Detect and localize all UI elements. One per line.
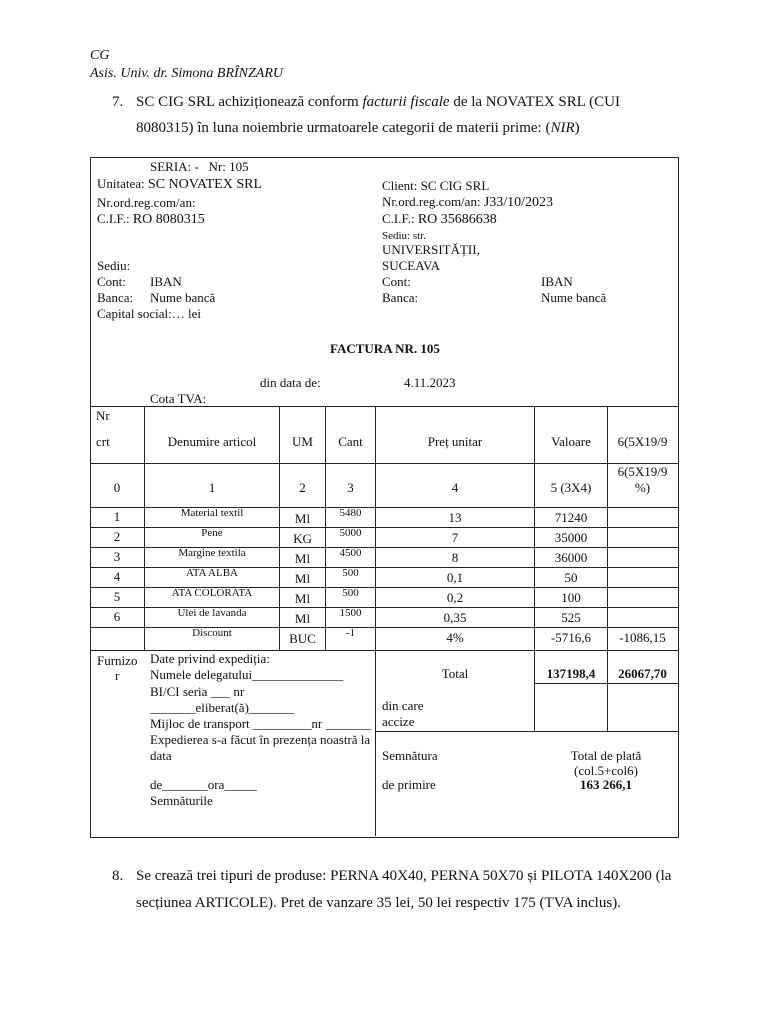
supplier-iban: IBAN bbox=[150, 274, 182, 289]
row-4-valoare: 50 bbox=[564, 570, 578, 585]
client-banca-value: Nume bancă bbox=[541, 290, 607, 305]
supplier-capital: Capital social:… lei bbox=[97, 306, 201, 321]
col-nr-1: Nr bbox=[96, 408, 110, 423]
grid-line bbox=[534, 683, 678, 684]
row-3-cant: 4500 bbox=[339, 547, 362, 559]
row-4-cant: 500 bbox=[342, 567, 359, 579]
index-cell: 0 bbox=[113, 480, 121, 495]
grid-line bbox=[534, 406, 535, 731]
row-1-name: Material textil bbox=[180, 507, 244, 519]
index-cell: 3 bbox=[347, 480, 354, 495]
row-3-name: Margine textila bbox=[178, 547, 246, 559]
row-2-um: KG bbox=[293, 531, 312, 546]
grid-line bbox=[90, 463, 678, 464]
invoice-cota-tva: Cota TVA: bbox=[150, 391, 207, 406]
semnatura-1: Semnătura bbox=[382, 748, 438, 763]
grid-line bbox=[375, 731, 678, 732]
dincare-2: accize bbox=[382, 714, 415, 729]
row-5-valoare: 100 bbox=[561, 590, 581, 605]
item7-line2-italic: NIR bbox=[550, 120, 575, 136]
expedition-line: de_______ora_____ bbox=[150, 777, 257, 792]
row-6-um: Ml bbox=[294, 611, 311, 626]
row-5-name: ATA COLORATA bbox=[171, 587, 253, 599]
supplier-cont: Cont: bbox=[97, 274, 126, 289]
row-7-cant: -1 bbox=[345, 627, 356, 639]
row-1-pret: 13 bbox=[448, 510, 462, 525]
row-2-cant: 5000 bbox=[339, 527, 362, 539]
expedition-line: Date privind expediția: bbox=[150, 651, 270, 666]
item7-line2-pre: 8080315) în luna noiembrie urmatoarele categorii de materii prime: ( bbox=[136, 120, 551, 136]
total-tva: 26067,70 bbox=[618, 666, 667, 681]
row-3-valoare: 36000 bbox=[554, 550, 588, 565]
item7-line2 bbox=[136, 120, 580, 137]
expedition-line: Semnăturile bbox=[150, 793, 213, 808]
row-1-nr: 1 bbox=[113, 509, 121, 524]
row-2-name: Pene bbox=[201, 527, 223, 539]
row-5-um: Ml bbox=[294, 591, 311, 606]
invoice-date-label: din data de: bbox=[260, 375, 321, 390]
row-4-pret: 0,1 bbox=[446, 570, 464, 585]
client-sediu-1: Sediu: str. bbox=[382, 230, 427, 242]
grid-line bbox=[90, 406, 678, 407]
expedition-line: Numele delegatului______________ bbox=[150, 667, 344, 682]
row-5-pret: 0,2 bbox=[446, 590, 464, 605]
row-7-tva: -1086,15 bbox=[619, 630, 666, 645]
row-4-name: ATA ALBA bbox=[186, 567, 238, 579]
client-nrord-label: Nr.ord.reg.com/an: bbox=[382, 194, 481, 209]
client-name bbox=[382, 179, 489, 194]
unit-label: Unitatea: bbox=[97, 176, 145, 191]
row-3-nr: 3 bbox=[113, 549, 121, 564]
item8-line2: secțiunea ARTICOLE). Pret de vanzare 35 lei, 50 lei respectiv 175 (TVA inclus). bbox=[136, 895, 621, 911]
col-tva: 6(5X19/9 bbox=[617, 434, 668, 449]
total-label: Total bbox=[441, 666, 469, 681]
expedition-line: Expedierea s-a făcut în prezența noastră la bbox=[150, 732, 371, 747]
expedition-line: Mijloc de transport _________nr _______ bbox=[150, 716, 371, 731]
invoice-date-value: 4.11.2023 bbox=[404, 375, 456, 390]
row-4-um: Ml bbox=[294, 571, 311, 586]
row-7-um: BUC bbox=[289, 631, 316, 646]
index-cell: 5 (3X4) bbox=[550, 480, 592, 495]
row-3-pret: 8 bbox=[451, 550, 459, 565]
row-6-valoare: 525 bbox=[561, 610, 581, 625]
client-cif-value: RO 35686638 bbox=[417, 212, 497, 227]
series-label: SERIA: - bbox=[150, 159, 199, 174]
row-7-name: Discount bbox=[192, 627, 232, 639]
row-5-cant: 500 bbox=[342, 587, 359, 599]
client-nrord bbox=[382, 195, 553, 211]
row-6-pret: 0,35 bbox=[443, 610, 467, 625]
supplier-sediu: Sediu: bbox=[97, 258, 131, 273]
expedition-line: _______eliberat(ă)_______ bbox=[150, 700, 295, 715]
item7-number: 7. bbox=[112, 94, 124, 110]
row-6-name: Ulei de lavanda bbox=[177, 607, 247, 619]
client-banca: Banca: bbox=[382, 290, 419, 305]
total-plata-value: 163 266,1 bbox=[580, 777, 632, 792]
row-1-cant: 5480 bbox=[339, 507, 362, 519]
row-7-pret: 4% bbox=[446, 630, 464, 645]
row-4-nr: 4 bbox=[113, 569, 121, 584]
col-um: UM bbox=[292, 434, 313, 449]
total-plata-formula: (col.5+col6) bbox=[573, 763, 638, 778]
index-cell: 1 bbox=[208, 480, 216, 495]
supplier-unit bbox=[97, 177, 262, 193]
client-nrord-value: J33/10/2023 bbox=[483, 195, 554, 210]
client-label: Client: bbox=[382, 178, 418, 193]
col-nr-2: crt bbox=[96, 434, 110, 449]
supplier-banca-value: Nume bancă bbox=[150, 290, 216, 305]
row-5-nr: 5 bbox=[113, 589, 121, 604]
item7-text-post: de la NOVATEX SRL (CUI bbox=[453, 94, 620, 110]
supplier-banca: Banca: bbox=[97, 290, 134, 305]
row-6-cant: 1500 bbox=[339, 607, 362, 619]
client-sediu-2: UNIVERSITĂȚII, bbox=[382, 242, 480, 257]
supplier-nrord: Nr.ord.reg.com/an: bbox=[97, 195, 196, 210]
grid-line bbox=[607, 406, 608, 731]
semnatura-2: de primire bbox=[382, 777, 436, 792]
client-cont: Cont: bbox=[382, 274, 411, 289]
col-valoare: Valoare bbox=[551, 434, 591, 449]
row-1-um: Ml bbox=[294, 511, 311, 526]
invoice-title: FACTURA NR. 105 bbox=[330, 341, 440, 356]
client-cif bbox=[382, 212, 497, 228]
client-iban: IBAN bbox=[541, 274, 573, 289]
index-cell: 4 bbox=[451, 480, 459, 495]
header-initials: CG bbox=[90, 48, 110, 63]
client-cif-label: C.I.F.: bbox=[382, 211, 415, 226]
cif-value: RO 8080315 bbox=[132, 212, 205, 227]
row-1-valoare: 71240 bbox=[554, 510, 588, 525]
total-plata-label: Total de plată bbox=[570, 748, 642, 763]
item7-line1 bbox=[136, 94, 676, 111]
header-author: Asis. Univ. dr. Simona BRÎNZARU bbox=[90, 66, 284, 81]
row-6-nr: 6 bbox=[113, 609, 121, 624]
client-value: SC CIG SRL bbox=[420, 178, 490, 193]
unit-value: SC NOVATEX SRL bbox=[147, 177, 263, 192]
index-cell-tva-2: %) bbox=[634, 480, 651, 495]
col-denumire: Denumire articol bbox=[167, 434, 257, 449]
item7-text-italic: facturii fiscale bbox=[362, 94, 450, 110]
row-7-valoare: -5716,6 bbox=[550, 630, 592, 645]
series-number: Nr: 105 bbox=[208, 159, 249, 174]
row-2-pret: 7 bbox=[451, 530, 459, 545]
row-3-um: Ml bbox=[294, 551, 311, 566]
cif-label: C.I.F.: bbox=[97, 211, 130, 226]
row-2-valoare: 35000 bbox=[554, 530, 588, 545]
item7-line2-post: ) bbox=[574, 120, 580, 136]
index-cell: 2 bbox=[299, 480, 306, 495]
item8-number: 8. bbox=[112, 868, 124, 884]
furnizor-2: r bbox=[115, 668, 120, 683]
invoice-series bbox=[150, 160, 249, 175]
row-2-nr: 2 bbox=[113, 529, 121, 544]
index-cell-tva-1: 6(5X19/9 bbox=[617, 464, 668, 479]
col-cant: Cant bbox=[338, 434, 363, 449]
col-pret: Preț unitar bbox=[427, 434, 483, 449]
expedition-line: BI/CI seria ___ nr bbox=[150, 684, 245, 699]
expedition-line: data bbox=[150, 748, 172, 763]
dincare-1: din care bbox=[382, 698, 424, 713]
item7-text-pre: SC CIG SRL achiziționează conform bbox=[136, 94, 359, 110]
client-sediu-3: SUCEAVA bbox=[382, 258, 441, 273]
item8-line1: Se crează trei tipuri de produse: PERNA 40X40, PERNA 50X70 și PILOTA 140X200 (la bbox=[136, 868, 672, 884]
supplier-cif bbox=[97, 212, 205, 228]
furnizor-1: Furnizo bbox=[97, 653, 138, 668]
total-valoare: 137198,4 bbox=[546, 666, 596, 681]
